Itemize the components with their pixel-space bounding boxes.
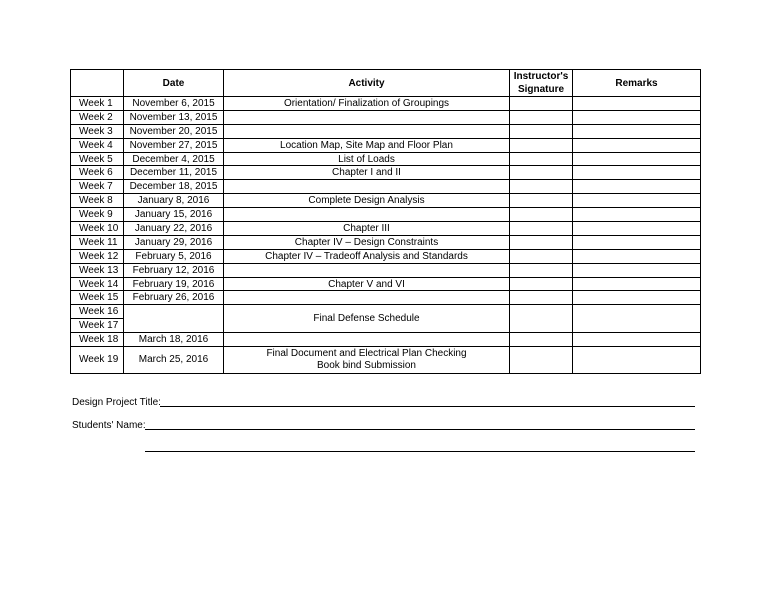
project-title-line[interactable] (160, 406, 695, 407)
remarks-cell (573, 180, 701, 194)
table-row (71, 291, 701, 305)
activity-cell: Chapter IV – Tradeoff Analysis and Standards (224, 249, 510, 263)
activity-cell: Location Map, Site Map and Floor Plan (224, 138, 510, 152)
header-week (71, 70, 124, 97)
week-cell: Week 18 (71, 333, 124, 347)
table-row (71, 249, 701, 263)
remarks-cell (573, 305, 701, 333)
table-row (71, 110, 701, 124)
activity-cell: Chapter V and VI (224, 277, 510, 291)
date-cell: November 6, 2015 (124, 97, 224, 111)
header-remarks: Remarks (573, 70, 701, 97)
schedule-table (70, 69, 701, 374)
signature-cell (510, 194, 573, 208)
date-cell-merged (124, 305, 224, 333)
remarks-cell (573, 110, 701, 124)
signature-cell (510, 180, 573, 194)
week-cell: Week 15 (71, 291, 124, 305)
activity-cell (224, 208, 510, 222)
week-cell: Week 10 (71, 222, 124, 236)
date-cell: February 26, 2016 (124, 291, 224, 305)
week-cell: Week 1 (71, 97, 124, 111)
date-cell: November 13, 2015 (124, 110, 224, 124)
remarks-cell (573, 97, 701, 111)
remarks-cell (573, 291, 701, 305)
date-cell: December 4, 2015 (124, 152, 224, 166)
header-row (71, 70, 701, 97)
week-cell: Week 4 (71, 138, 124, 152)
activity-cell-merged: Final Defense Schedule (224, 305, 510, 333)
header-date: Date (124, 70, 224, 97)
week-cell: Week 17 (71, 319, 124, 333)
date-cell: December 11, 2015 (124, 166, 224, 180)
table-row-week19 (71, 347, 701, 374)
students-name-label: Students' Name: (72, 420, 146, 431)
date-cell: January 29, 2016 (124, 235, 224, 249)
table-row (71, 333, 701, 347)
remarks-cell (573, 347, 701, 374)
activity-cell: List of Loads (224, 152, 510, 166)
signature-cell (510, 97, 573, 111)
table-row (71, 263, 701, 277)
week-cell: Week 11 (71, 235, 124, 249)
remarks-cell (573, 124, 701, 138)
activity-cell: Chapter I and II (224, 166, 510, 180)
activity-cell (224, 110, 510, 124)
table-row (71, 180, 701, 194)
remarks-cell (573, 222, 701, 236)
signature-cell (510, 291, 573, 305)
week-cell: Week 13 (71, 263, 124, 277)
signature-cell (510, 110, 573, 124)
signature-cell (510, 263, 573, 277)
signature-cell (510, 249, 573, 263)
remarks-cell (573, 208, 701, 222)
activity-cell (224, 291, 510, 305)
signature-cell (510, 235, 573, 249)
activity-cell (224, 333, 510, 347)
week-cell: Week 7 (71, 180, 124, 194)
date-cell: February 12, 2016 (124, 263, 224, 277)
remarks-cell (573, 277, 701, 291)
week-cell: Week 9 (71, 208, 124, 222)
header-activity: Activity (224, 70, 510, 97)
activity-cell: Chapter IV – Design Constraints (224, 235, 510, 249)
table-row (71, 277, 701, 291)
date-cell: January 22, 2016 (124, 222, 224, 236)
activity-line1: Final Document and Electrical Plan Checking (266, 347, 467, 359)
week-cell: Week 14 (71, 277, 124, 291)
activity-cell: Orientation/ Finalization of Groupings (224, 97, 510, 111)
table-row (71, 166, 701, 180)
header-signature-line1: Instructor's (513, 71, 569, 82)
activity-cell: Complete Design Analysis (224, 194, 510, 208)
signature-cell (510, 166, 573, 180)
week-cell: Week 19 (71, 347, 124, 374)
table-row-week16 (71, 305, 701, 319)
activity-line2: Book bind Submission (317, 359, 416, 371)
signature-cell (510, 333, 573, 347)
date-cell: January 8, 2016 (124, 194, 224, 208)
date-cell: November 27, 2015 (124, 138, 224, 152)
signature-cell (510, 208, 573, 222)
header-signature-line2: Signature (517, 84, 565, 95)
week-cell: Week 6 (71, 166, 124, 180)
activity-cell (224, 263, 510, 277)
remarks-cell (573, 249, 701, 263)
project-title-label: Design Project Title: (72, 397, 161, 408)
week-cell: Week 16 (71, 305, 124, 319)
date-cell: November 20, 2015 (124, 124, 224, 138)
signature-cell (510, 124, 573, 138)
table-row (71, 152, 701, 166)
signature-cell (510, 138, 573, 152)
signature-cell (510, 347, 573, 374)
signature-cell (510, 305, 573, 333)
students-name-line-2[interactable] (145, 451, 695, 452)
date-cell: March 18, 2016 (124, 333, 224, 347)
activity-cell (224, 347, 510, 374)
table-row (71, 208, 701, 222)
date-cell: January 15, 2016 (124, 208, 224, 222)
table-row (71, 138, 701, 152)
table-row (71, 124, 701, 138)
table-row (71, 235, 701, 249)
week-cell: Week 12 (71, 249, 124, 263)
table-row (71, 97, 701, 111)
signature-cell (510, 277, 573, 291)
remarks-cell (573, 152, 701, 166)
week-cell: Week 5 (71, 152, 124, 166)
activity-cell (224, 124, 510, 138)
students-name-line[interactable] (145, 429, 695, 430)
week-cell: Week 2 (71, 110, 124, 124)
date-cell: February 5, 2016 (124, 249, 224, 263)
remarks-cell (573, 138, 701, 152)
date-cell: March 25, 2016 (124, 347, 224, 374)
remarks-cell (573, 166, 701, 180)
header-signature (510, 70, 573, 97)
table-row (71, 194, 701, 208)
remarks-cell (573, 263, 701, 277)
activity-cell: Chapter III (224, 222, 510, 236)
remarks-cell (573, 235, 701, 249)
activity-cell (224, 180, 510, 194)
remarks-cell (573, 194, 701, 208)
signature-cell (510, 222, 573, 236)
remarks-cell (573, 333, 701, 347)
week-cell: Week 3 (71, 124, 124, 138)
week-cell: Week 8 (71, 194, 124, 208)
table-row (71, 222, 701, 236)
signature-cell (510, 152, 573, 166)
date-cell: December 18, 2015 (124, 180, 224, 194)
date-cell: February 19, 2016 (124, 277, 224, 291)
